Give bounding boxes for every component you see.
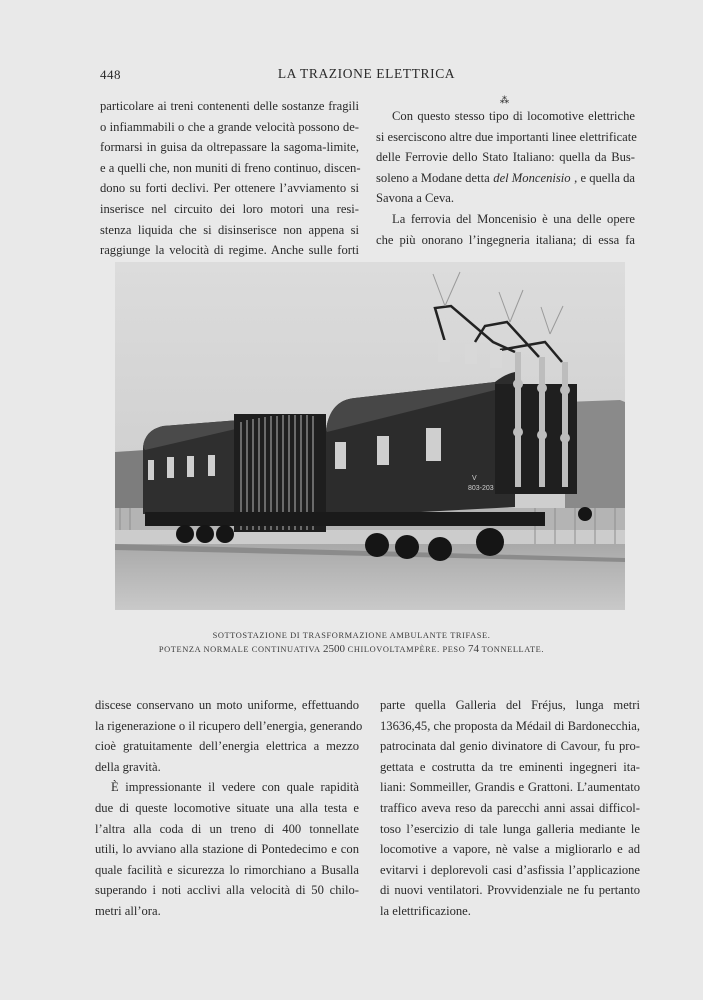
text-line: parte quella Galleria del Fréjus, lunga metri	[380, 698, 640, 712]
text-column-top-left	[100, 96, 359, 261]
transformer-car-illustration	[115, 262, 625, 610]
text-line: quale facilità e sicurezza lo rimorchiano a Busalla	[95, 862, 359, 877]
svg-text:V: V	[472, 475, 477, 482]
text-line: inserisce nel circuito dei loro motori una resi-	[100, 201, 359, 216]
text-line: evitarvi i deplorevoli casi d’asfissia l’applicazione	[380, 862, 640, 877]
text-line: utili, lo avviano alla stazione di Pontedecimo e con	[95, 842, 359, 857]
text-line: particolare ai treni contenenti delle sostanze fragili	[100, 99, 359, 113]
page-number: 448	[100, 67, 121, 82]
text-line: locomotive a vapore, nè valse a migliorarlo e ad	[380, 842, 640, 857]
text-line: cioè gratuitamente dell’energia elettrica a mezzo	[95, 739, 359, 754]
text-line: formarsi in guisa da oltrepassare la sagoma-limite,	[100, 140, 359, 155]
text-run: soleno a Modane detta	[376, 170, 490, 185]
text-line: stenza liquida che si disinserisce non appena si	[100, 222, 359, 237]
text-line: liani: Sommeiller, Grandis e Grattoni. L’aumentato	[380, 780, 640, 795]
text-line: dono su forti declivi. Per ottenere l’avviamento si	[100, 181, 359, 196]
caption-line-1: SOTTOSTAZIONE DI TRASFORMAZIONE AMBULANTE TRIFASE.	[212, 631, 491, 640]
text-line: traffico aveva reso da parecchi anni assai difficol-	[380, 800, 640, 815]
text-line: La ferrovia del Moncenisio è una delle opere	[392, 211, 635, 226]
text-line: Con questo stesso tipo di locomotive elettriche	[392, 109, 635, 123]
text-line: 13636,45, che proposta da Médail di Bardonecchia,	[380, 718, 640, 733]
text-line: si eserciscono altre due importanti linee elettrificate	[376, 129, 637, 144]
text-line: toso l’esercizio di tale lunga galleria mediante le	[380, 821, 640, 836]
text-line: delle Ferrovie dello Stato Italiano: quella da Bus-	[376, 150, 635, 165]
text-line: la elettrificazione.	[380, 903, 471, 918]
car-number-label: 803-203	[468, 485, 494, 492]
text-line: Savona a Ceva.	[376, 191, 454, 206]
text-line: gettata e costrutta da tre eminenti ingegneri ita-	[380, 759, 640, 774]
italic-name: del Moncenisio	[493, 170, 571, 185]
figure-caption	[0, 630, 703, 656]
text-line: l’altra alla coda di un treno di 400 tonnellate	[95, 821, 359, 836]
text-line: e a quelli che, non muniti di freno continuo, discen-	[100, 160, 361, 175]
running-head: LA TRAZIONE ELETTRICA	[277, 66, 456, 81]
text-line: della gravità.	[95, 759, 161, 774]
text-line: metri all’ora.	[95, 903, 161, 918]
text-run: , e quella da	[574, 170, 635, 185]
caption-line-2: POTENZA NORMALE CONTINUATIVA 2500 CHILOVOLTAMPÈRE. PESO 74 TONNELLATE.	[158, 642, 545, 655]
asterism-ornament: ⁂	[500, 95, 511, 105]
text-line: È impressionante il vedere con quale rapidità	[111, 780, 359, 795]
text-line: discese conservano un moto uniforme, effettuando	[95, 698, 359, 712]
text-line: due di queste locomotive situate una alla testa e	[95, 800, 359, 815]
text-line: superando i noti acclivi alla velocità di 50 chilo-	[95, 883, 359, 898]
text-column-top-right	[376, 96, 635, 250]
text-column-bottom-left	[95, 695, 363, 922]
text-line	[376, 168, 635, 189]
text-line: raggiunge la velocità di regime. Anche sulle forti	[100, 243, 359, 258]
text-line: di nuovi ventilatori. Provvidenziale ne fu pertanto	[380, 883, 640, 898]
text-line: la rigenerazione o il ricupero dell’energia, generando	[95, 718, 363, 733]
text-line: patrocinata dal genio divinatore di Cavour, fu pro-	[380, 739, 640, 754]
text-column-bottom-right	[380, 695, 640, 922]
text-line: che più onorano l’ingegneria italiana; di essa fa	[376, 232, 635, 247]
text-line: o infiammabili o che a grande velocità possono de-	[100, 119, 359, 134]
locomotive-photograph	[115, 262, 625, 610]
